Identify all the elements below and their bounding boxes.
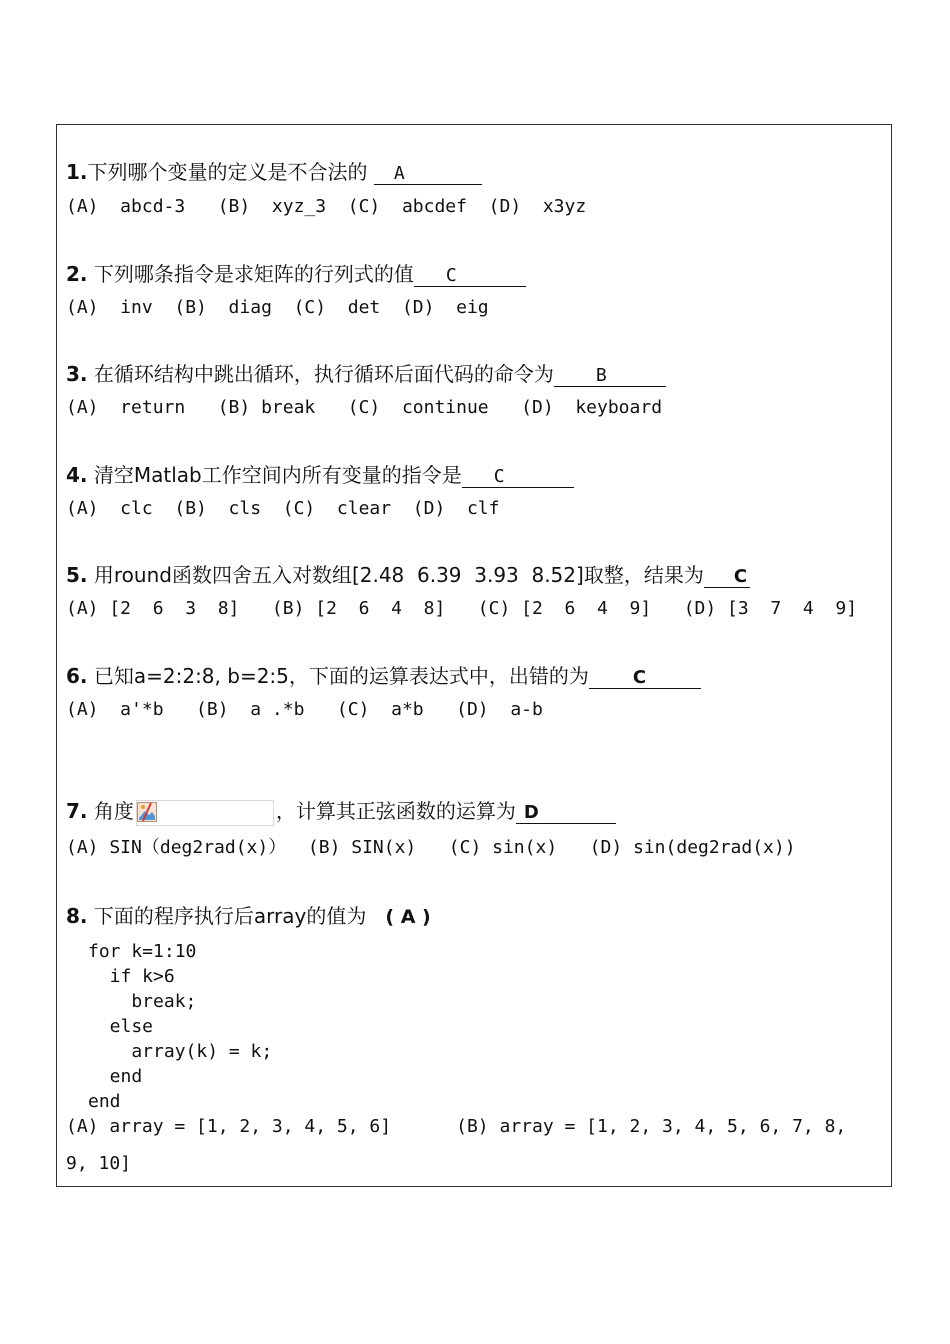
question-number: 5. <box>66 563 88 587</box>
question-stem: 角度 <box>87 799 134 823</box>
question-4-options: (A) clc (B) cls (C) clear (D) clf <box>66 498 500 519</box>
answer-blank: D <box>516 803 616 824</box>
answer-blank: C <box>589 668 701 689</box>
answer-blank: A <box>374 164 482 185</box>
question-stem: 在循环结构中跳出循环，执行循环后面代码的命令为 <box>87 362 554 386</box>
question-8-options-line1: (A) array = [1, 2, 3, 4, 5, 6] (B) array = [1, 2, 3, 4, 5, 6, 7, 8, <box>66 1116 847 1137</box>
question-5 <box>66 563 750 588</box>
question-1 <box>66 160 482 185</box>
question-number: 2. <box>66 262 88 286</box>
question-stem: 下列哪个变量的定义是不合法的 <box>87 160 374 184</box>
question-number: 7. <box>66 799 88 823</box>
question-number: 4. <box>66 463 88 487</box>
code-line: array(k) = k; <box>88 1041 273 1062</box>
question-7 <box>66 799 616 826</box>
code-line: end <box>88 1066 143 1087</box>
question-stem: 下面的程序执行后array的值为 <box>87 904 386 928</box>
question-7-options: (A) SIN（deg2rad(x)） (B) SIN(x) (C) sin(x) (D) sin(deg2rad(x)) <box>66 837 796 858</box>
question-stem: 清空Matlab工作空间内所有变量的指令是 <box>87 463 462 487</box>
answer-blank: C <box>704 567 750 588</box>
question-3-options: (A) return (B) break (C) continue (D) keyboard <box>66 397 663 418</box>
code-line: end <box>88 1091 121 1112</box>
question-5-options: (A) [2 6 3 8] (B) [2 6 4 8] (C) [2 6 4 9] (D) [3 7 4 9] <box>66 598 858 619</box>
code-line: if k>6 <box>88 966 175 987</box>
answer-text: ( A ) <box>385 906 431 928</box>
question-2 <box>66 262 526 287</box>
question-8 <box>66 904 431 929</box>
question-stem: 已知a=2:2:8, b=2:5，下面的运算表达式中，出错的为 <box>87 664 589 688</box>
question-3 <box>66 362 666 387</box>
question-stem: 下列哪条指令是求矩阵的行列式的值 <box>87 262 414 286</box>
question-6 <box>66 664 701 689</box>
code-line: for k=1:10 <box>88 941 197 962</box>
answer-blank: C <box>414 266 526 287</box>
answer-blank: C <box>462 467 574 488</box>
question-2-options: (A) inv (B) diag (C) det (D) eig <box>66 297 489 318</box>
answer-blank: B <box>554 366 666 387</box>
question-6-options: (A) a'*b (B) a .*b (C) a*b (D) a-b <box>66 699 543 720</box>
code-line: break; <box>88 991 197 1012</box>
question-number: 6. <box>66 664 88 688</box>
question-number: 8. <box>66 904 88 928</box>
question-4 <box>66 463 574 488</box>
code-line: else <box>88 1016 154 1037</box>
broken-image-icon <box>136 800 274 826</box>
question-stem-continued: ，计算其正弦函数的运算为 <box>275 799 516 823</box>
question-8-options-line2: 9, 10] <box>66 1153 132 1174</box>
question-number: 1. <box>66 160 88 184</box>
question-number: 3. <box>66 362 88 386</box>
question-stem: 用round函数四舍五入对数组[2.48 6.39 3.93 8.52]取整，结果为 <box>87 563 704 587</box>
question-1-options: (A) abcd-3 (B) xyz_3 (C) abcdef (D) x3yz <box>66 196 587 217</box>
